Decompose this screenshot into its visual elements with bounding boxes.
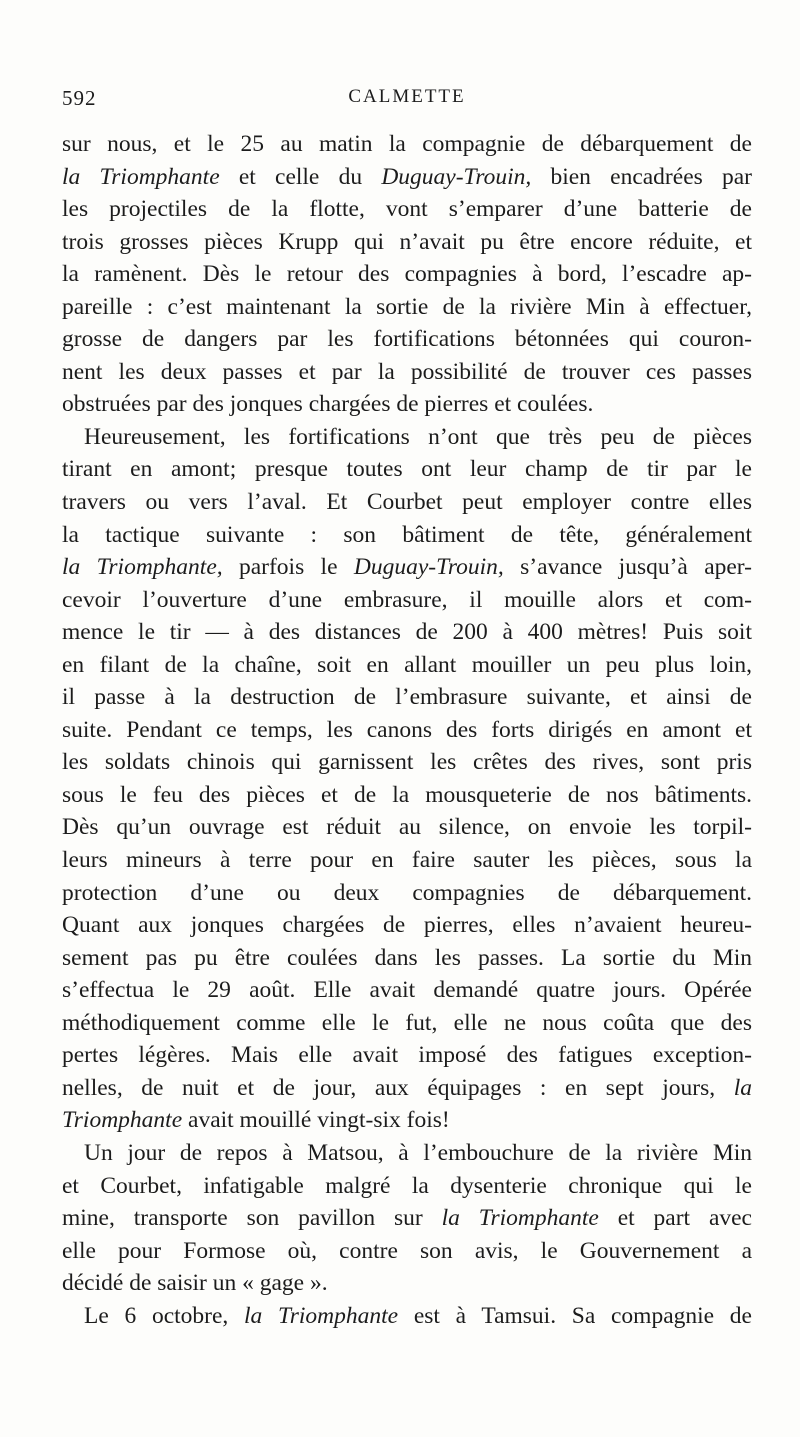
text-line xyxy=(62,649,752,682)
text-segment: cevoir l’ouverture d’une embrasure, il mouille alors et com- xyxy=(62,586,752,613)
text-line xyxy=(62,291,752,324)
text-line xyxy=(62,1137,752,1170)
italic-text: la xyxy=(733,1074,752,1101)
text-segment: et celle du xyxy=(219,163,382,190)
text-line xyxy=(62,1072,752,1105)
text-segment: décidé de saisir un « gage ». xyxy=(62,1270,328,1297)
text-segment: est à Tamsui. Sa compagnie de xyxy=(398,1302,752,1329)
text-segment: mine, transporte son pavillon sur xyxy=(62,1205,442,1232)
text-segment: obstruées par des jonques chargées de pierres et coulées. xyxy=(62,391,594,418)
text-line xyxy=(62,974,752,1007)
text-line xyxy=(62,1170,752,1203)
text-segment: la tactique suivante : son bâtiment de tête, généralement xyxy=(62,521,752,548)
text-line xyxy=(62,258,752,291)
text-segment: tirant en amont; presque toutes ont leur champ de tir par le xyxy=(62,456,752,483)
text-segment: les soldats chinois qui garnissent les crêtes des rives, sont pris xyxy=(62,749,752,776)
text-segment: sur nous, et le 25 au matin la compagnie de débarquement de xyxy=(62,131,752,157)
text-line xyxy=(62,1039,752,1072)
text-line xyxy=(62,421,752,454)
text-segment: Dès qu’un ouvrage est réduit au silence, on envoie les torpil- xyxy=(62,814,752,841)
text-segment: sement pas pu être coulées dans les passes. La sortie du Min xyxy=(62,944,752,971)
text-line xyxy=(62,844,752,877)
text-line xyxy=(62,128,752,161)
text-segment: elle pour Formose où, contre son avis, le Gouvernement a xyxy=(62,1237,752,1264)
text-line xyxy=(62,1202,752,1235)
running-head xyxy=(62,86,752,116)
text-line xyxy=(62,616,752,649)
text-line xyxy=(62,746,752,779)
italic-text: Duguay-Trouin, xyxy=(353,554,504,581)
text-line xyxy=(62,551,752,584)
text-segment: grosse de dangers par les fortifications bétonnées qui couron- xyxy=(62,326,752,353)
text-line xyxy=(62,1300,752,1333)
text-segment: travers ou vers l’aval. Et Courbet peut employer contre elles xyxy=(62,489,752,516)
text-line xyxy=(62,714,752,747)
text-segment: sous le feu des pièces et de la mousqueterie de nos bâtiments. xyxy=(62,781,752,808)
text-segment: Quant aux jonques chargées de pierres, elles n’avaient heureu- xyxy=(62,912,752,939)
text-line xyxy=(62,161,752,194)
text-line xyxy=(62,877,752,910)
text-segment: mence le tir — à des distances de 200 à 400 mètres! Puis soit xyxy=(62,619,752,646)
text-segment: leurs mineurs à terre pour en faire sauter les pièces, sous la xyxy=(62,847,752,874)
text-segment: s’avance jusqu’à aper- xyxy=(503,554,752,581)
text-segment: en filant de la chaîne, soit en allant mouiller un peu plus loin, xyxy=(62,651,752,678)
text-segment: et Courbet, infatigable malgré la dysenterie chronique qui le xyxy=(62,1172,752,1199)
text-line xyxy=(62,453,752,486)
text-line xyxy=(62,1235,752,1268)
text-segment: et part avec xyxy=(598,1205,752,1232)
text-segment: nent les deux passes et par la possibilité de trouver ces passes xyxy=(62,358,752,385)
text-line xyxy=(62,226,752,259)
text-line xyxy=(62,519,752,552)
text-line xyxy=(62,323,752,356)
text-line xyxy=(62,909,752,942)
text-line xyxy=(62,1104,752,1137)
text-line xyxy=(62,681,752,714)
text-segment: s’effectua le 29 août. Elle avait demandé quatre jours. Opérée xyxy=(62,977,752,1004)
text-line xyxy=(62,1007,752,1040)
text-segment: Heureusement, les fortifications n’ont que très peu de pièces xyxy=(84,423,752,450)
text-line xyxy=(62,584,752,617)
text-line xyxy=(62,486,752,519)
text-line xyxy=(62,779,752,812)
text-segment: la ramènent. Dès le retour des compagnies à bord, l’escadre ap- xyxy=(62,261,752,288)
text-segment: trois grosses pièces Krupp qui n’avait pu être encore réduite, et xyxy=(62,228,752,255)
italic-text: la Triomphante xyxy=(441,1205,599,1232)
text-line xyxy=(62,811,752,844)
text-line xyxy=(62,193,752,226)
text-segment: il passe à la destruction de l’embrasure suivante, et ainsi de xyxy=(62,684,752,711)
body-text xyxy=(62,128,752,1332)
italic-text: la Triomphante xyxy=(62,163,220,190)
text-segment: nelles, de nuit et de jour, aux équipages : en sept jours, xyxy=(62,1074,734,1101)
italic-text: Triomphante xyxy=(62,1107,183,1134)
text-segment: suite. Pendant ce temps, les canons des forts dirigés en amont et xyxy=(62,716,752,743)
italic-text: la Triomphante xyxy=(244,1302,399,1329)
running-title: CALMETTE xyxy=(348,86,466,107)
text-line xyxy=(62,356,752,389)
text-segment: bien encadrées par xyxy=(531,163,752,190)
text-line xyxy=(62,1267,752,1300)
text-line xyxy=(62,942,752,975)
text-segment: parfois le xyxy=(222,554,354,581)
text-segment: avait mouillé vingt-six fois! xyxy=(182,1107,450,1134)
italic-text: Duguay-Trouin, xyxy=(381,163,532,190)
text-line xyxy=(62,388,752,421)
page-number: 592 xyxy=(62,86,97,110)
text-segment: les projectiles de la flotte, vont s’emparer d’une batterie de xyxy=(62,196,752,223)
text-segment: pertes légères. Mais elle avait imposé des fatigues exception- xyxy=(62,1042,752,1069)
text-segment: Un jour de repos à Matsou, à l’embouchure de la rivière Min xyxy=(84,1139,752,1166)
italic-text: la Triomphante, xyxy=(62,554,223,581)
text-segment: méthodiquement comme elle le fut, elle ne nous coûta que des xyxy=(62,1009,752,1036)
text-segment: Le 6 octobre, xyxy=(84,1302,244,1329)
text-segment: protection d’une ou deux compagnies de débarquement. xyxy=(62,879,752,906)
text-segment: pareille : c’est maintenant la sortie de la rivière Min à effectuer, xyxy=(62,293,752,320)
